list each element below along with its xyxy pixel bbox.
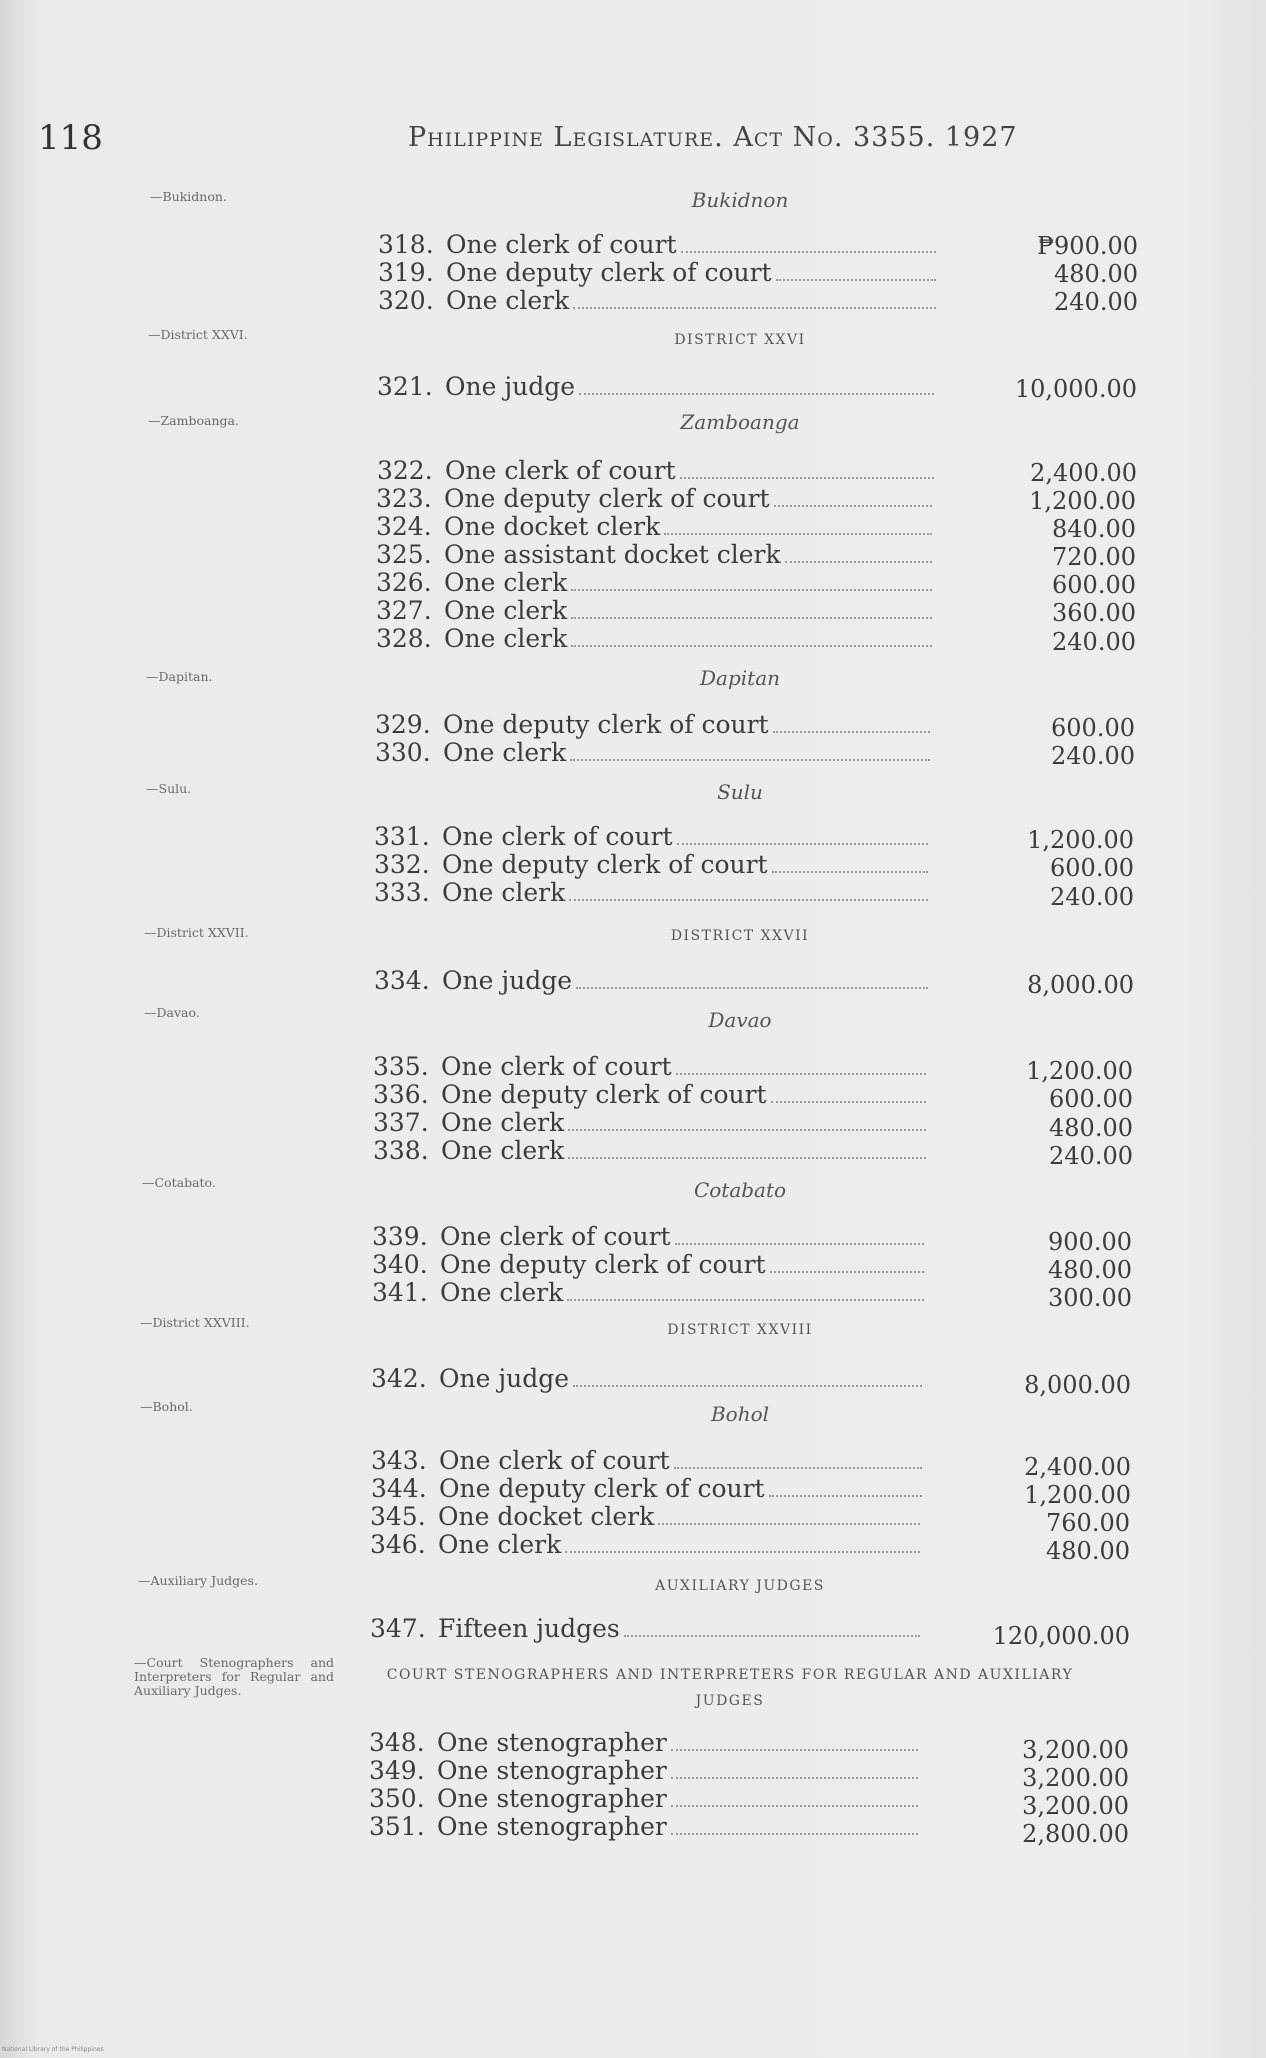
line-item xyxy=(373,1108,930,1136)
leader-dots xyxy=(565,1550,920,1553)
item-description: One stenographer xyxy=(437,1784,667,1813)
line-item xyxy=(375,710,934,738)
item-description: Fifteen judges xyxy=(438,1614,620,1643)
line-item xyxy=(377,456,938,484)
item-number: 351. xyxy=(369,1812,425,1841)
item-number: 331. xyxy=(374,822,430,851)
item-number: 320. xyxy=(378,286,434,315)
line-item xyxy=(378,286,940,314)
leader-dots xyxy=(573,306,936,309)
item-description: One judge xyxy=(442,966,572,995)
leader-dots xyxy=(671,1748,918,1751)
leader-dots xyxy=(785,560,932,563)
line-item xyxy=(378,258,940,286)
leader-dots xyxy=(675,1242,924,1245)
item-number: 322. xyxy=(377,456,433,485)
leader-dots xyxy=(772,870,928,873)
item-number: 332. xyxy=(374,850,430,879)
item-amount: 840.00 xyxy=(1052,515,1136,543)
section-heading: Bukidnon xyxy=(691,188,789,212)
item-description: One clerk of court xyxy=(440,1222,671,1251)
leader-dots xyxy=(773,730,930,733)
item-amount: 8,000.00 xyxy=(1024,1371,1131,1399)
line-item xyxy=(373,1080,930,1108)
item-description: One docket clerk xyxy=(444,512,661,541)
leader-dots xyxy=(676,1072,926,1075)
leader-dots xyxy=(579,392,934,395)
margin-note: —Auxiliary Judges. xyxy=(138,1573,258,1588)
item-number: 319. xyxy=(378,258,434,287)
item-amount: 3,200.00 xyxy=(1022,1736,1129,1764)
page-number: 118 xyxy=(38,118,103,158)
leader-dots xyxy=(568,1156,926,1159)
leader-dots xyxy=(571,588,932,591)
leader-dots xyxy=(770,1270,924,1273)
item-number: 340. xyxy=(372,1250,428,1279)
item-description: One deputy clerk of court xyxy=(441,1080,767,1109)
margin-note: —Cotabato. xyxy=(142,1175,216,1190)
item-description: One clerk of court xyxy=(439,1446,670,1475)
section-heading: DISTRICT XXVIII xyxy=(667,1322,813,1338)
item-number: 330. xyxy=(375,738,431,767)
item-amount: 480.00 xyxy=(1054,260,1138,288)
line-item xyxy=(370,1614,924,1642)
running-head: Philippine Legislature. Act No. 3355. 1927 xyxy=(408,122,1018,153)
leader-dots xyxy=(576,986,928,989)
item-number: 346. xyxy=(370,1530,426,1559)
item-description: One deputy clerk of court xyxy=(440,1250,766,1279)
line-item xyxy=(369,1756,922,1784)
item-description: One clerk xyxy=(444,624,568,653)
leader-dots xyxy=(769,1494,922,1497)
item-amount: 600.00 xyxy=(1049,1085,1133,1113)
item-number: 336. xyxy=(373,1080,429,1109)
leader-dots xyxy=(776,278,936,281)
item-amount: 8,000.00 xyxy=(1027,971,1134,999)
section-heading: DISTRICT XXVII xyxy=(670,928,810,944)
item-description: One clerk of court xyxy=(442,822,673,851)
leader-dots xyxy=(570,758,930,761)
line-item xyxy=(376,540,936,568)
line-item xyxy=(375,738,934,766)
section-heading: Zamboanga xyxy=(680,410,800,434)
leader-dots xyxy=(573,1384,922,1387)
leader-dots xyxy=(571,616,932,619)
section-heading: AUXILIARY JUDGES xyxy=(655,1578,825,1594)
margin-note: —District XXVI. xyxy=(148,327,248,342)
item-number: 318. xyxy=(378,230,434,259)
line-item xyxy=(378,230,940,258)
line-item xyxy=(373,1136,930,1164)
leader-dots xyxy=(671,1776,918,1779)
item-number: 348. xyxy=(369,1728,425,1757)
line-item xyxy=(376,624,936,652)
item-description: One deputy clerk of court xyxy=(443,710,769,739)
line-item xyxy=(376,484,936,512)
item-amount: ₱900.00 xyxy=(1037,232,1138,260)
item-number: 334. xyxy=(374,966,430,995)
leader-dots xyxy=(571,644,932,647)
margin-note: —Davao. xyxy=(144,1005,200,1020)
item-number: 338. xyxy=(373,1136,429,1165)
item-description: One clerk xyxy=(446,286,570,315)
item-description: One assistant docket clerk xyxy=(444,540,781,569)
item-amount: 2,400.00 xyxy=(1024,1453,1131,1481)
margin-note: —District XXVIII. xyxy=(140,1315,250,1330)
item-number: 325. xyxy=(376,540,432,569)
leader-dots xyxy=(569,898,928,901)
page-header xyxy=(0,118,1266,168)
item-amount: 2,800.00 xyxy=(1022,1820,1129,1848)
line-item xyxy=(374,822,932,850)
item-amount: 1,200.00 xyxy=(1026,1057,1133,1085)
item-number: 349. xyxy=(369,1756,425,1785)
item-amount: 10,000.00 xyxy=(1014,375,1137,403)
line-item xyxy=(372,1250,928,1278)
item-number: 321. xyxy=(377,372,433,401)
item-description: One deputy clerk of court xyxy=(439,1474,765,1503)
margin-note: —Dapitan. xyxy=(146,669,213,684)
section-heading: DISTRICT XXVI xyxy=(674,332,806,348)
item-amount: 480.00 xyxy=(1046,1537,1130,1565)
item-amount: 2,400.00 xyxy=(1030,459,1137,487)
item-amount: 900.00 xyxy=(1048,1228,1132,1256)
item-description: One clerk xyxy=(440,1278,564,1307)
item-description: One deputy clerk of court xyxy=(446,258,772,287)
item-description: One judge xyxy=(439,1364,569,1393)
item-description: One deputy clerk of court xyxy=(444,484,770,513)
section-heading: Dapitan xyxy=(700,666,780,690)
item-amount: 720.00 xyxy=(1052,543,1136,571)
item-number: 326. xyxy=(376,568,432,597)
item-description: One clerk xyxy=(442,878,566,907)
leader-dots xyxy=(658,1522,920,1525)
line-item xyxy=(371,1446,926,1474)
item-description: One judge xyxy=(445,372,575,401)
item-amount: 300.00 xyxy=(1048,1284,1132,1312)
item-number: 341. xyxy=(372,1278,428,1307)
leader-dots xyxy=(568,1128,926,1131)
margin-note: —Sulu. xyxy=(146,781,192,796)
item-number: 342. xyxy=(371,1364,427,1393)
leader-dots xyxy=(681,250,936,253)
item-description: One clerk xyxy=(443,738,567,767)
item-number: 335. xyxy=(373,1052,429,1081)
line-item xyxy=(376,512,936,540)
item-number: 323. xyxy=(376,484,432,513)
item-amount: 1,200.00 xyxy=(1029,487,1136,515)
item-amount: 3,200.00 xyxy=(1022,1792,1129,1820)
section-heading: Cotabato xyxy=(693,1178,787,1202)
item-amount: 480.00 xyxy=(1049,1114,1133,1142)
line-item xyxy=(369,1784,922,1812)
line-item xyxy=(374,878,932,906)
line-item xyxy=(376,568,936,596)
item-number: 324. xyxy=(376,512,432,541)
item-description: One clerk of court xyxy=(446,230,677,259)
item-amount: 240.00 xyxy=(1050,883,1134,911)
item-amount: 3,200.00 xyxy=(1022,1764,1129,1792)
item-number: 328. xyxy=(376,624,432,653)
section-heading: COURT STENOGRAPHERS AND INTERPRETERS FOR REGULAR AND AUXILIARY JUDGES xyxy=(386,1667,1074,1709)
item-amount: 240.00 xyxy=(1052,628,1136,656)
item-amount: 1,200.00 xyxy=(1024,1481,1131,1509)
item-number: 337. xyxy=(373,1108,429,1137)
leader-dots xyxy=(624,1634,920,1637)
line-item xyxy=(377,372,938,400)
section-heading: Davao xyxy=(708,1008,772,1032)
margin-note: —Bohol. xyxy=(140,1399,193,1414)
line-item xyxy=(374,966,932,994)
item-description: One docket clerk xyxy=(438,1502,655,1531)
item-amount: 120,000.00 xyxy=(992,1622,1130,1650)
leader-dots xyxy=(674,1466,922,1469)
line-item xyxy=(371,1474,926,1502)
item-description: One clerk of court xyxy=(441,1052,672,1081)
item-number: 329. xyxy=(375,710,431,739)
item-amount: 240.00 xyxy=(1049,1142,1133,1170)
leader-dots xyxy=(677,842,928,845)
line-item xyxy=(370,1502,924,1530)
margin-note: —Court Stenographers and Interpreters for Regular and Auxiliary Judges. xyxy=(134,1655,334,1698)
section-heading: Sulu xyxy=(717,780,763,804)
leader-dots xyxy=(774,504,932,507)
item-amount: 240.00 xyxy=(1054,288,1138,316)
footer-source-note: National Library of the Philippines xyxy=(2,2046,104,2053)
item-number: 343. xyxy=(371,1446,427,1475)
item-description: One stenographer xyxy=(437,1756,667,1785)
item-number: 333. xyxy=(374,878,430,907)
item-amount: 600.00 xyxy=(1051,714,1135,742)
item-number: 345. xyxy=(370,1502,426,1531)
line-item xyxy=(369,1812,922,1840)
leader-dots xyxy=(671,1804,918,1807)
item-description: One clerk xyxy=(444,568,568,597)
leader-dots xyxy=(671,1832,918,1835)
line-item xyxy=(373,1052,930,1080)
item-amount: 360.00 xyxy=(1052,599,1136,627)
line-item xyxy=(369,1728,922,1756)
item-number: 347. xyxy=(370,1614,426,1643)
margin-note: —District XXVII. xyxy=(144,925,249,940)
line-item xyxy=(372,1278,928,1306)
margin-note: —Zamboanga. xyxy=(148,413,239,428)
item-amount: 1,200.00 xyxy=(1027,826,1134,854)
item-amount: 760.00 xyxy=(1046,1509,1130,1537)
line-item xyxy=(376,596,936,624)
leader-dots xyxy=(680,476,934,479)
item-number: 350. xyxy=(369,1784,425,1813)
section-heading: Bohol xyxy=(710,1402,770,1426)
line-item xyxy=(370,1530,924,1558)
line-item xyxy=(374,850,932,878)
item-description: One clerk xyxy=(444,596,568,625)
item-description: One clerk xyxy=(438,1530,562,1559)
leader-dots xyxy=(664,532,932,535)
item-amount: 240.00 xyxy=(1051,742,1135,770)
item-description: One stenographer xyxy=(437,1812,667,1841)
item-number: 344. xyxy=(371,1474,427,1503)
item-amount: 480.00 xyxy=(1048,1256,1132,1284)
margin-note: —Bukidnon. xyxy=(150,189,227,204)
item-number: 327. xyxy=(376,596,432,625)
leader-dots xyxy=(771,1100,926,1103)
item-description: One deputy clerk of court xyxy=(442,850,768,879)
item-description: One clerk of court xyxy=(445,456,676,485)
leader-dots xyxy=(567,1298,924,1301)
line-item xyxy=(372,1222,928,1250)
line-item xyxy=(371,1364,926,1392)
item-description: One stenographer xyxy=(437,1728,667,1757)
item-description: One clerk xyxy=(441,1108,565,1137)
item-amount: 600.00 xyxy=(1052,571,1136,599)
item-number: 339. xyxy=(372,1222,428,1251)
item-description: One clerk xyxy=(441,1136,565,1165)
item-amount: 600.00 xyxy=(1050,854,1134,882)
